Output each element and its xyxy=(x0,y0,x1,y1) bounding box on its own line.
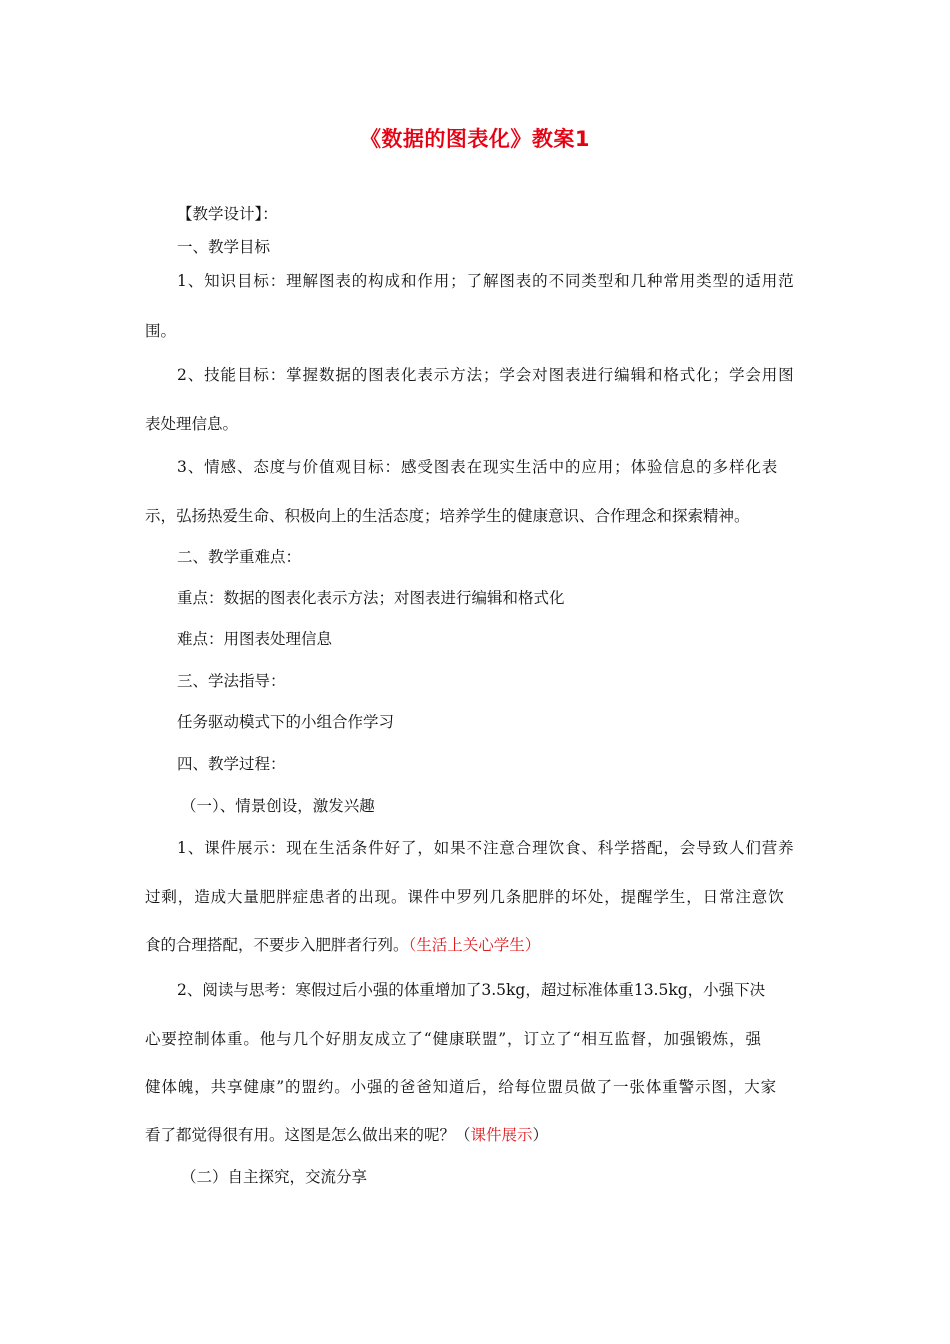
item2-note: 课件展示 xyxy=(470,1126,533,1144)
item1-line2: 过剩，造成大量肥胖症患者的出现。课件中罗列几条肥胖的坏处，提醒学生，日常注意饮 xyxy=(145,888,785,906)
design-heading: 【教学设计】： xyxy=(177,205,278,223)
skill-objective-line2: 表处理信息。 xyxy=(145,415,239,433)
item2-note-open: （ xyxy=(455,1126,471,1144)
difficulty-point: 难点：用图表处理信息 xyxy=(177,630,333,648)
item2-line4 xyxy=(145,1124,548,1146)
knowledge-objective-line2: 围。 xyxy=(145,322,177,340)
item2-note-close: ） xyxy=(532,1126,549,1144)
document-title: 《数据的图表化》教案1 xyxy=(359,127,591,151)
focus-point: 重点：数据的图表化表示方法；对图表进行编辑和格式化 xyxy=(177,589,565,607)
item1-line3-text: 食的合理搭配，不要步入肥胖者行列。 xyxy=(145,936,409,954)
item2-line2: 心要控制体重。他与几个好朋友成立了“健康联盟”，订立了“相互监督，加强锻炼，强 xyxy=(145,1030,762,1048)
part1-heading: （一）、情景创设，激发兴趣 xyxy=(181,797,375,815)
method-text: 任务驱动模式下的小组合作学习 xyxy=(177,713,395,731)
knowledge-objective-line1: 1、知识目标：理解图表的构成和作用；了解图表的不同类型和几种常用类型的适用范 xyxy=(177,272,795,290)
item2-line4-text: 看了都觉得很有用。这图是怎么做出来的呢？ xyxy=(145,1126,456,1144)
process-heading: 四、教学过程： xyxy=(177,755,286,773)
item1-line1: 1、课件展示：现在生活条件好了，如果不注意合理饮食、科学搭配，会导致人们营养 xyxy=(177,839,795,857)
item1-line3 xyxy=(145,934,540,956)
method-heading: 三、学法指导： xyxy=(177,672,286,690)
emotion-objective-line2: 示，弘扬热爱生命、积极向上的生活态度；培养学生的健康意识、合作理念和探索精神。 xyxy=(145,507,750,525)
key-points-heading: 二、教学重难点： xyxy=(177,548,302,566)
item2-line1: 2、阅读与思考：寒假过后小强的体重增加了3.5kg，超过标准体重13.5kg，小强下决 xyxy=(177,981,766,999)
part2-heading: （二）自主探究，交流分享 xyxy=(181,1168,368,1186)
item2-line3: 健体魄，共享健康”的盟约。小强的爸爸知道后，给每位盟员做了一张体重警示图，大家 xyxy=(145,1078,778,1096)
emotion-objective-line1: 3、情感、态度与价值观目标：感受图表在现实生活中的应用；体验信息的多样化表 xyxy=(177,458,779,476)
item1-note: （生活上关心学生） xyxy=(408,936,541,954)
skill-objective-line1: 2、技能目标：掌握数据的图表化表示方法；学会对图表进行编辑和格式化；学会用图 xyxy=(177,366,795,384)
objectives-heading: 一、教学目标 xyxy=(177,238,271,256)
